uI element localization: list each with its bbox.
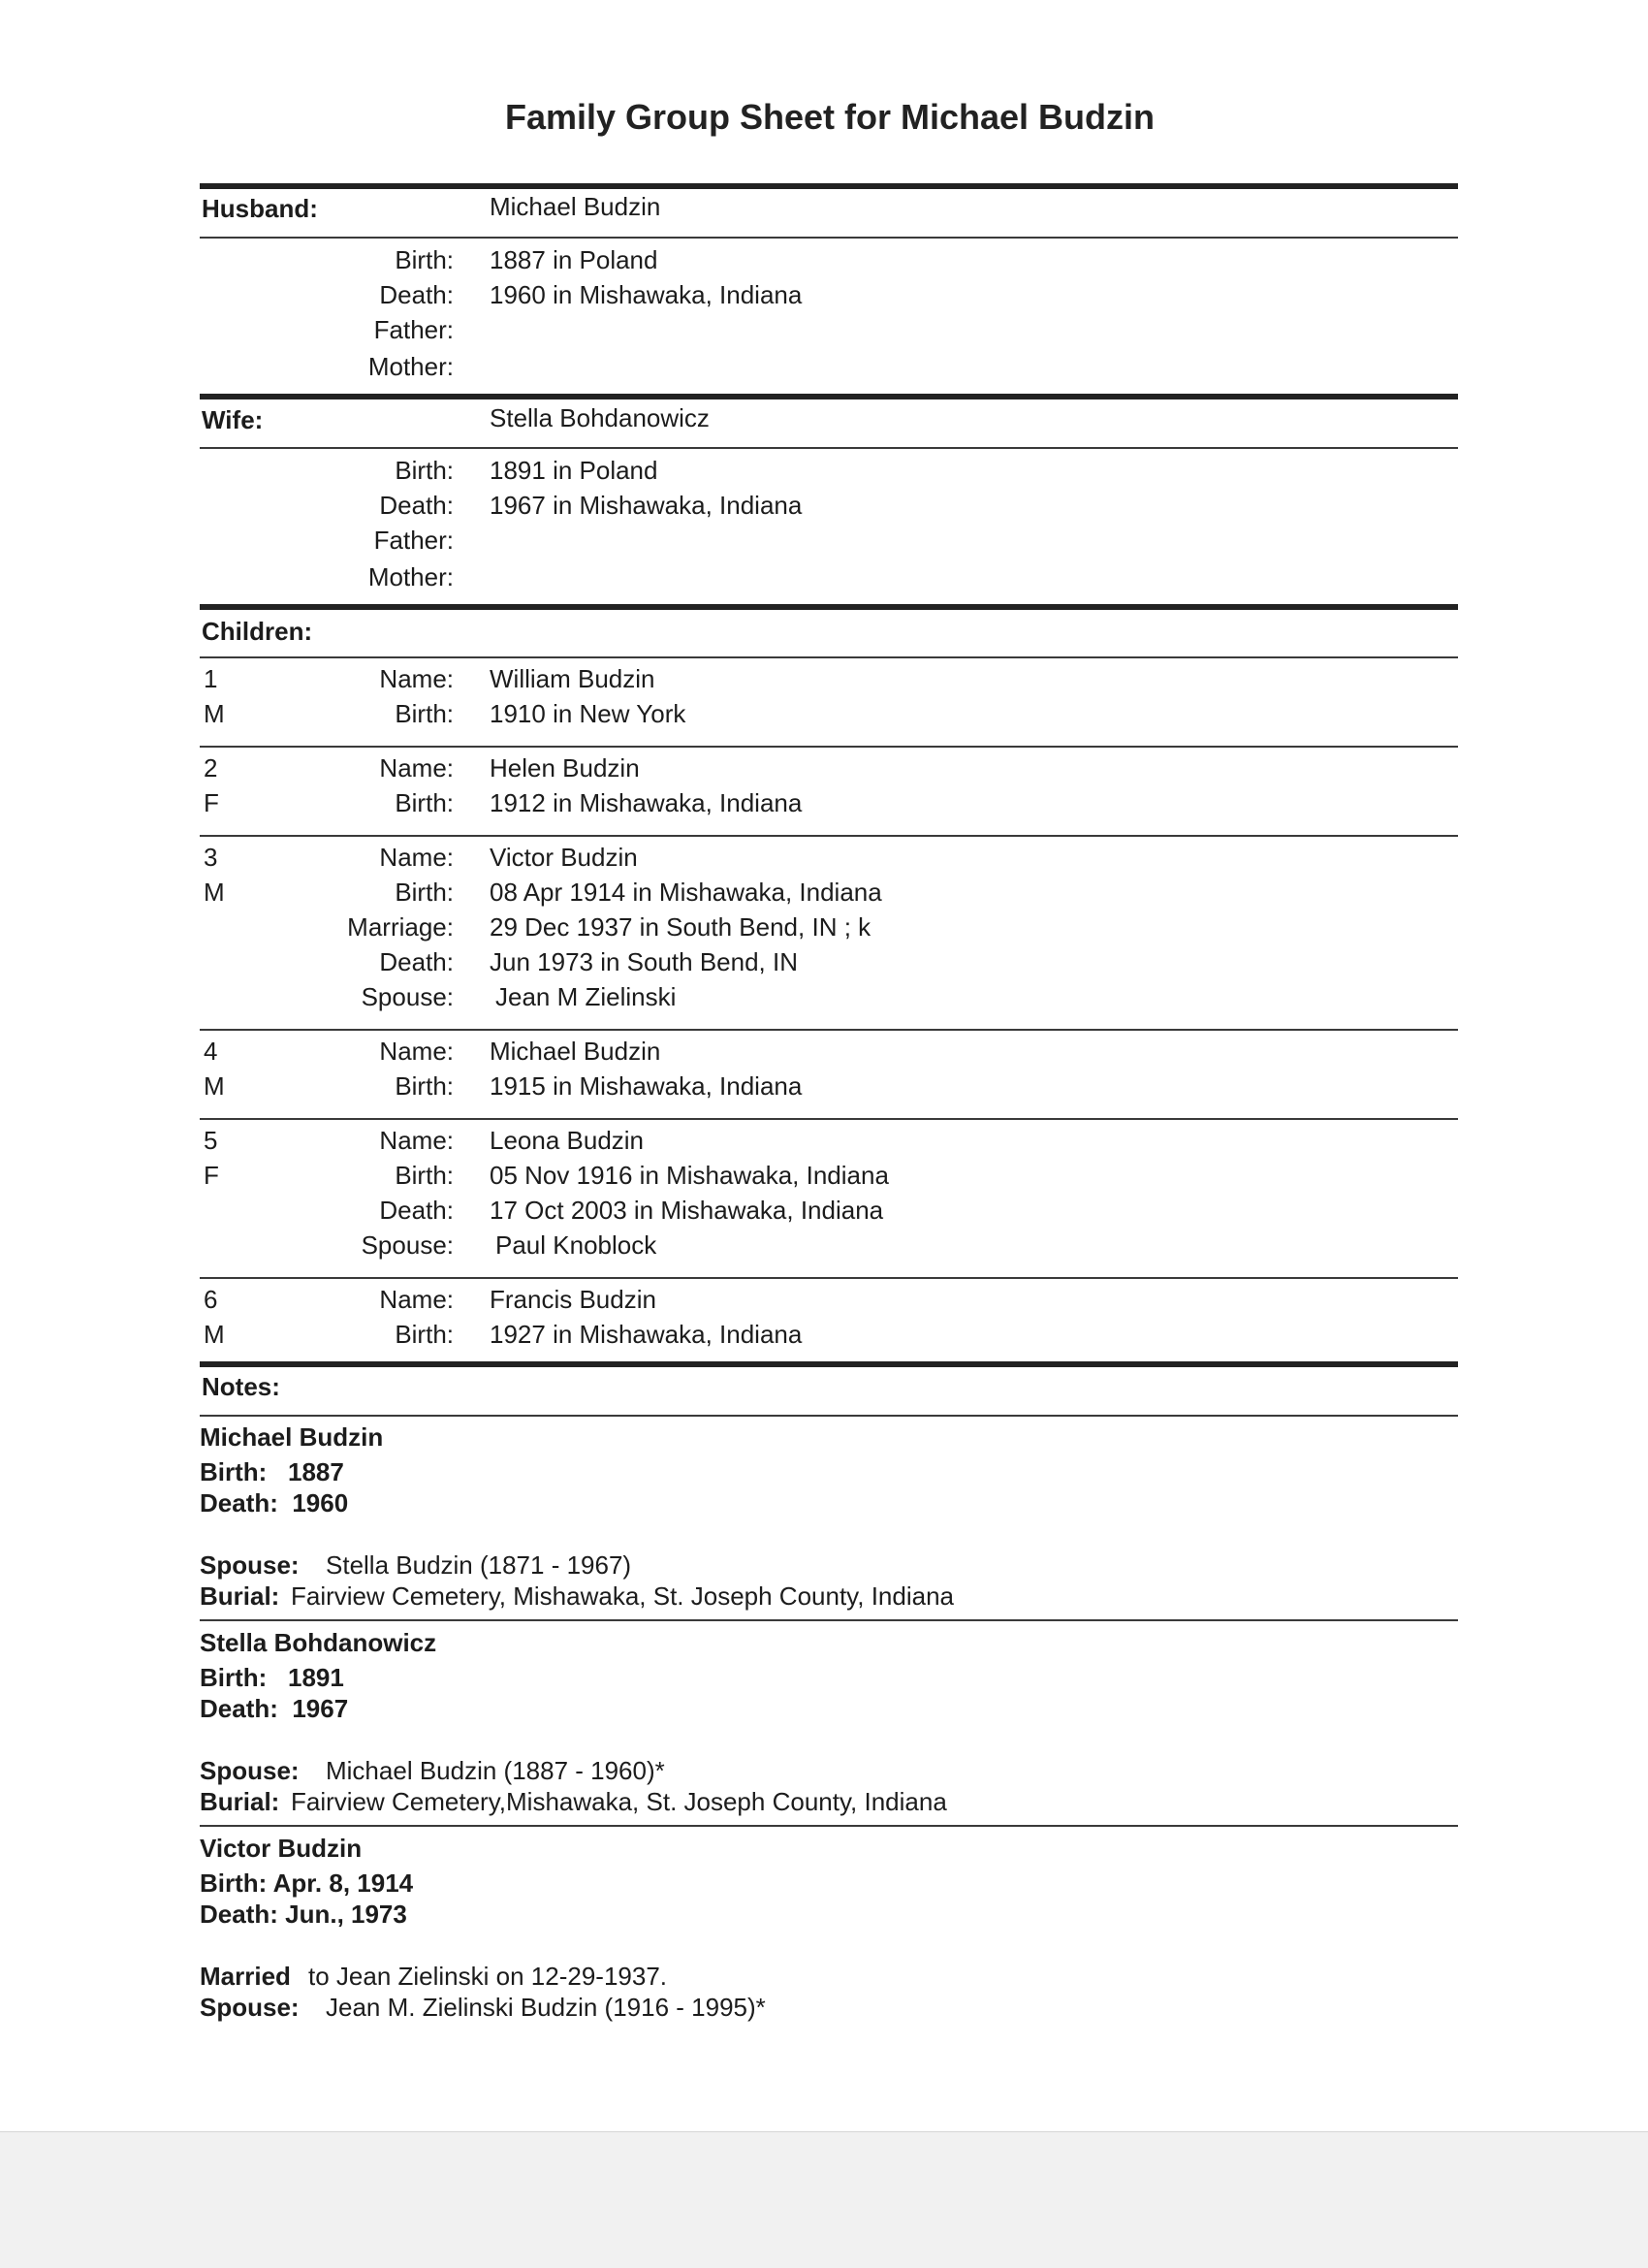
note-death: Death: Jun., 1973 — [200, 1900, 407, 1929]
notes-label: Notes: — [202, 1372, 280, 1401]
child-fact-label: Birth: — [395, 699, 454, 728]
child-fact-label: Name: — [379, 1285, 454, 1314]
note-death: Death: 1960 — [200, 1488, 349, 1517]
wife-label: Wife: — [202, 405, 264, 434]
child-fact-label: Death: — [379, 947, 454, 976]
note-birth: Birth: 1887 — [200, 1457, 344, 1486]
husband-birth-label: Birth: — [395, 245, 454, 274]
divider — [200, 1415, 1458, 1417]
child-fact-label: Name: — [379, 843, 454, 872]
child-fact-label: Spouse: — [361, 982, 454, 1011]
child-number: 5 — [204, 1126, 218, 1155]
child-fact-value: 29 Dec 1937 in South Bend, IN ; k — [490, 912, 872, 942]
child-fact-value: William Budzin — [490, 664, 655, 693]
divider — [200, 835, 1458, 837]
child-fact-label: Birth: — [395, 788, 454, 817]
child-fact-value: 1927 in Mishawaka, Indiana — [490, 1320, 803, 1349]
child-fact-value: Leona Budzin — [490, 1126, 645, 1155]
note-spouse-value: Stella Budzin (1871 - 1967) — [326, 1550, 632, 1580]
child-fact-value: 17 Oct 2003 in Mishawaka, Indiana — [490, 1196, 884, 1225]
child-fact-label: Death: — [379, 1196, 454, 1225]
divider — [200, 1029, 1458, 1031]
note-married-label: Married — [200, 1962, 291, 1991]
divider — [200, 447, 1458, 449]
child-fact-label: Spouse: — [361, 1230, 454, 1260]
note-burial-label: Burial: — [200, 1787, 280, 1816]
children-label: Children: — [202, 617, 313, 646]
note-burial-value: Fairview Cemetery, Mishawaka, St. Joseph County, Indiana — [291, 1581, 954, 1611]
section-rule — [200, 394, 1458, 399]
wife-death-value: 1967 in Mishawaka, Indiana — [490, 491, 803, 520]
child-sex: F — [204, 788, 219, 817]
wife-death-label: Death: — [379, 491, 454, 520]
note-spouse-label: Spouse: — [200, 1993, 300, 2022]
child-fact-label: Name: — [379, 753, 454, 783]
wife-father-label: Father: — [373, 526, 454, 555]
note-death: Death: 1967 — [200, 1694, 349, 1723]
child-fact-label: Name: — [379, 664, 454, 693]
child-number: 6 — [204, 1285, 218, 1314]
divider — [200, 746, 1458, 748]
husband-label: Husband: — [202, 194, 318, 223]
child-number: 4 — [204, 1037, 218, 1066]
note-burial-label: Burial: — [200, 1581, 280, 1611]
child-fact-label: Birth: — [395, 878, 454, 907]
note-spouse-value: Michael Budzin (1887 - 1960)* — [326, 1756, 665, 1785]
child-fact-label: Birth: — [395, 1320, 454, 1349]
page-title: Family Group Sheet for Michael Budzin — [504, 97, 1156, 137]
husband-death-label: Death: — [379, 280, 454, 309]
child-fact-value: Paul Knoblock — [495, 1230, 657, 1260]
scan-shadow — [0, 2131, 1648, 2268]
divider — [200, 656, 1458, 658]
child-fact-value: Jean M Zielinski — [495, 982, 677, 1011]
child-number: 2 — [204, 753, 218, 783]
child-sex: M — [204, 878, 225, 907]
divider — [200, 1277, 1458, 1279]
note-person-name: Michael Budzin — [200, 1422, 384, 1452]
child-fact-label: Name: — [379, 1037, 454, 1066]
child-fact-value: 1910 in New York — [490, 699, 686, 728]
note-person-name: Stella Bohdanowicz — [200, 1628, 437, 1657]
section-rule — [200, 604, 1458, 610]
child-fact-value: 1912 in Mishawaka, Indiana — [490, 788, 803, 817]
note-spouse-value: Jean M. Zielinski Budzin (1916 - 1995)* — [326, 1993, 766, 2022]
note-married-value: to Jean Zielinski on 12-29-1937. — [308, 1962, 668, 1991]
child-fact-value: 1915 in Mishawaka, Indiana — [490, 1071, 803, 1101]
note-spouse-label: Spouse: — [200, 1756, 300, 1785]
wife-birth-label: Birth: — [395, 456, 454, 485]
child-fact-value: Helen Budzin — [490, 753, 640, 783]
wife-mother-label: Mother: — [367, 562, 454, 591]
husband-death-value: 1960 in Mishawaka, Indiana — [490, 280, 803, 309]
note-birth: Birth: 1891 — [200, 1663, 344, 1692]
child-fact-label: Birth: — [395, 1161, 454, 1190]
section-rule — [200, 183, 1458, 189]
husband-birth-value: 1887 in Poland — [490, 245, 658, 274]
child-fact-label: Birth: — [395, 1071, 454, 1101]
husband-father-label: Father: — [373, 315, 454, 344]
wife-name: Stella Bohdanowicz — [490, 403, 710, 432]
note-burial-value: Fairview Cemetery,Mishawaka, St. Joseph County, Indiana — [291, 1787, 947, 1816]
wife-birth-value: 1891 in Poland — [490, 456, 658, 485]
child-sex: M — [204, 1320, 225, 1349]
child-fact-value: 05 Nov 1916 in Mishawaka, Indiana — [490, 1161, 889, 1190]
husband-mother-label: Mother: — [367, 352, 454, 381]
child-fact-value: 08 Apr 1914 in Mishawaka, Indiana — [490, 878, 882, 907]
child-fact-value: Michael Budzin — [490, 1037, 661, 1066]
child-fact-value: Victor Budzin — [490, 843, 638, 872]
section-rule — [200, 1361, 1458, 1367]
child-number: 1 — [204, 664, 218, 693]
note-birth: Birth: Apr. 8, 1914 — [200, 1869, 414, 1898]
divider — [200, 1825, 1458, 1827]
child-fact-value: Jun 1973 in South Bend, IN — [490, 947, 799, 976]
child-sex: F — [204, 1161, 219, 1190]
child-fact-label: Marriage: — [347, 912, 454, 942]
child-sex: M — [204, 1071, 225, 1101]
husband-name: Michael Budzin — [490, 192, 661, 221]
child-number: 3 — [204, 843, 218, 872]
child-sex: M — [204, 699, 225, 728]
note-spouse-label: Spouse: — [200, 1550, 300, 1580]
divider — [200, 1118, 1458, 1120]
child-fact-value: Francis Budzin — [490, 1285, 656, 1314]
divider — [200, 1619, 1458, 1621]
child-fact-label: Name: — [379, 1126, 454, 1155]
note-person-name: Victor Budzin — [200, 1834, 363, 1863]
divider — [200, 237, 1458, 239]
